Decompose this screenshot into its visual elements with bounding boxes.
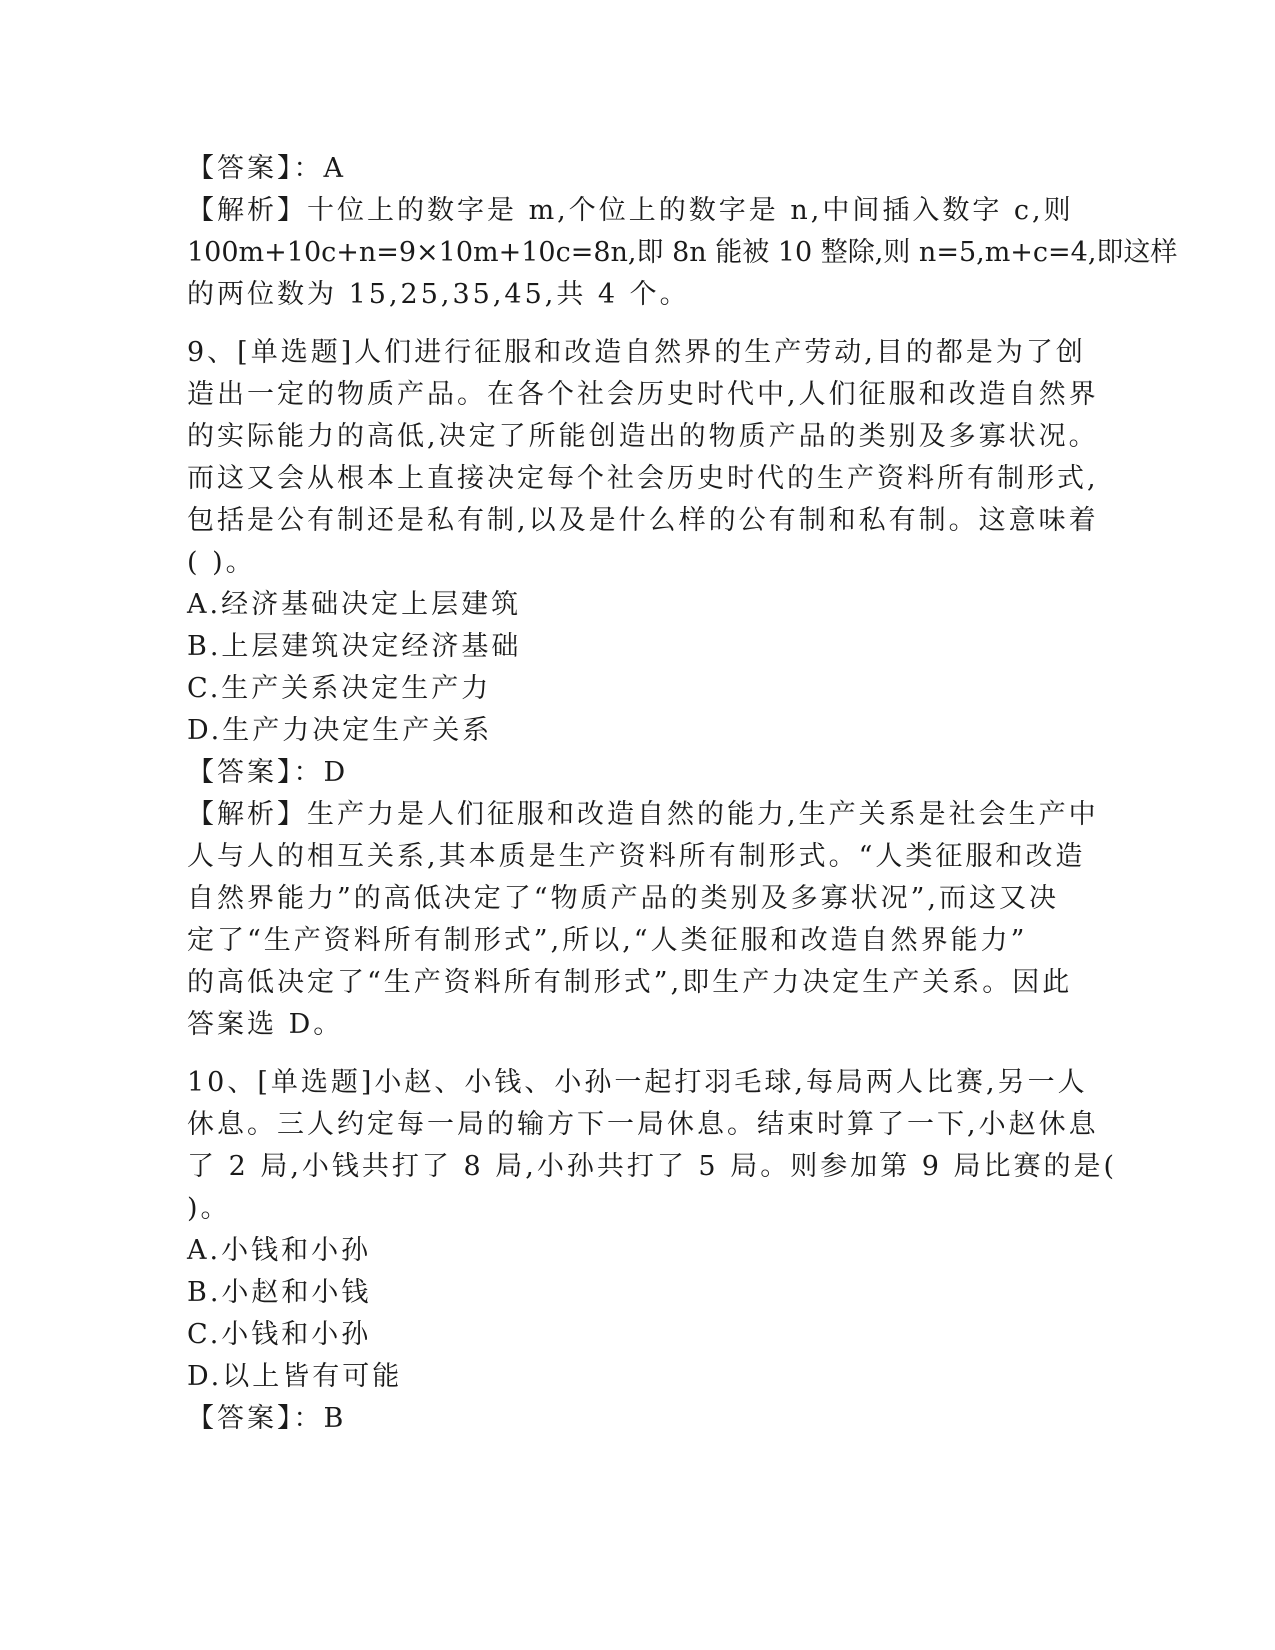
page-content [187,148,1178,1440]
q10-option-a: A.小钱和小孙 [187,1235,372,1266]
q9-analysis-line-2: 人与人的相互关系,其本质是生产资料所有制形式。“人类征服和改造 [187,841,1086,872]
q10-question-line-2: 休息。三人约定每一局的输方下一局休息。结束时算了一下,小赵休息 [187,1109,1099,1140]
q10-option-d: D.以上皆有可能 [187,1361,403,1392]
q10-question-line-4: )。 [187,1193,231,1224]
q9-option-a: A.经济基础决定上层建筑 [187,589,522,620]
q9-question-line-3: 的实际能力的高低,决定了所能创造出的物质产品的类别及多寡状况。 [187,421,1099,452]
q8-analysis-line-2: 100m+10c+n=9×10m+10c=8n,即 8n 能被 10 整除,则 n=5,m+c=4,即这样 [187,237,1178,268]
q8-answer: 【答案】：A [187,153,346,184]
q9-option-b: B.上层建筑决定经济基础 [187,631,522,662]
q9-question-line-5: 包括是公有制还是私有制,以及是什么样的公有制和私有制。这意味着 [187,505,1099,536]
q10-question-line-3: 了 2 局,小钱共打了 8 局,小孙共打了 5 局。则参加第 9 局比赛的是( [187,1151,1118,1182]
q9-analysis-line-4: 定了“生产资料所有制形式”,所以,“人类征服和改造自然界能力” [187,925,1028,956]
block-gap [187,316,1087,332]
q8-analysis-line-3: 的两位数为 15,25,35,45,共 4 个。 [187,279,690,310]
q10-answer: 【答案】：B [187,1403,347,1434]
q10-option-b: B.小赵和小钱 [187,1277,372,1308]
q9-option-c: C.生产关系决定生产力 [187,673,492,704]
q9-question-line-1: 9、[单选题]人们进行征服和改造自然界的生产劳动,目的都是为了创 [187,337,1086,368]
q9-option-d: D.生产力决定生产关系 [187,715,493,746]
q9-question-line-2: 造出一定的物质产品。在各个社会历史时代中,人们征服和改造自然界 [187,379,1099,410]
q9-question-line-4: 而这又会从根本上直接决定每个社会历史时代的生产资料所有制形式, [187,463,1099,494]
q9-analysis-line-6: 答案选 D。 [187,1009,344,1040]
block-gap [187,1046,1087,1062]
q9-analysis-line-5: 的高低决定了“生产资料所有制形式”,即生产力决定生产关系。因此 [187,967,1073,998]
q9-analysis-line-3: 自然界能力”的高低决定了“物质产品的类别及多寡状况”,而这又决 [187,883,1059,914]
q9-analysis-line-1: 【解析】生产力是人们征服和改造自然的能力,生产关系是社会生产中 [187,799,1099,830]
q10-question-line-1: 10、[单选题]小赵、小钱、小孙一起打羽毛球,每局两人比赛,另一人 [187,1067,1088,1098]
q9-question-line-6: ( )。 [187,547,256,578]
q10-option-c: C.小钱和小孙 [187,1319,372,1350]
q8-analysis-line-1: 【解析】十位上的数字是 m,个位上的数字是 n,中间插入数字 c,则 [187,195,1074,226]
q9-answer: 【答案】：D [187,757,349,788]
